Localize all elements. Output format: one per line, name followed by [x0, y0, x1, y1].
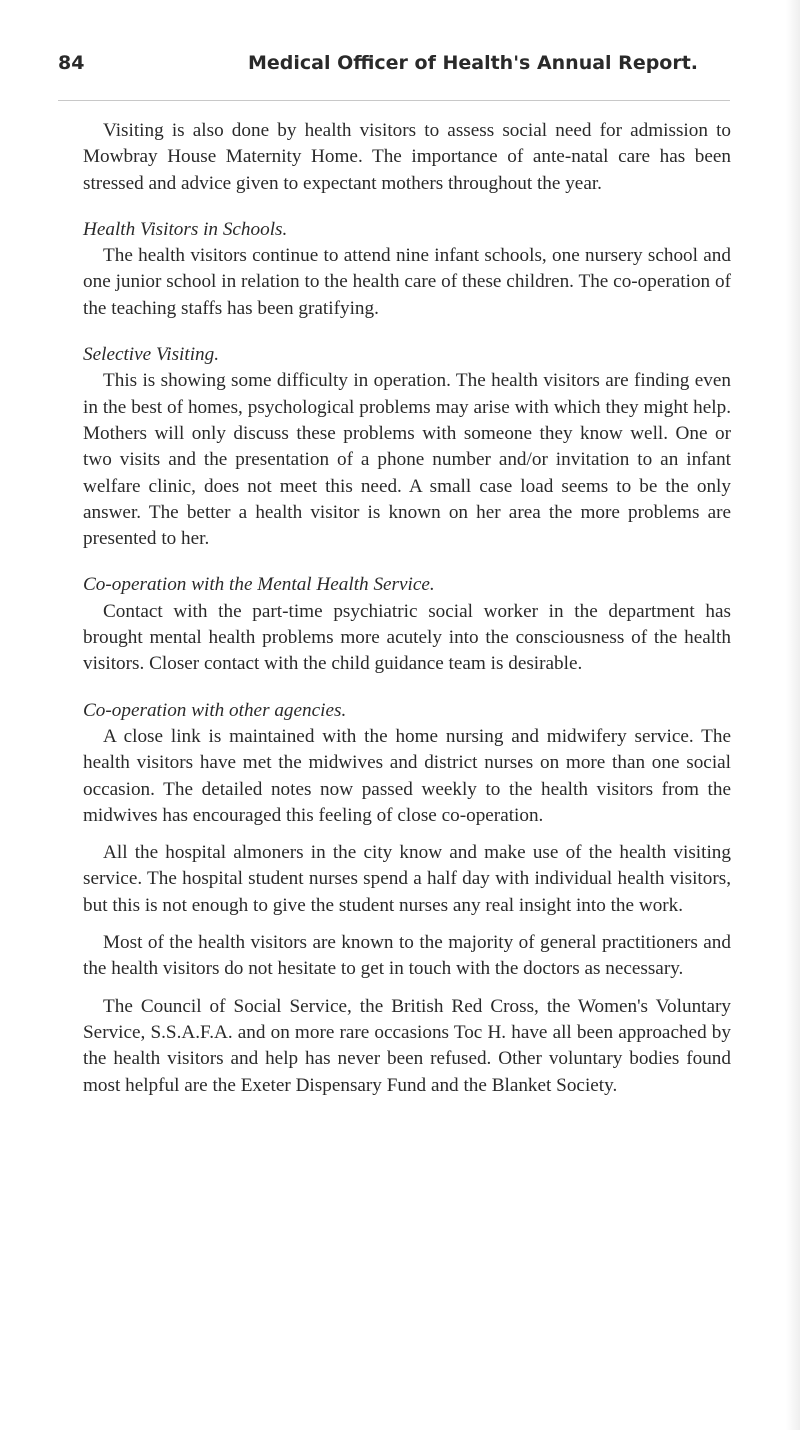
header-divider: [58, 100, 730, 101]
section-heading-other-agencies: Co-operation with other agencies.: [83, 699, 347, 721]
paragraph-selective-visiting: This is showing some difficulty in operation. The health visitors are finding even in the best of homes, psychological problems may arise with which they might help. Mothers will only discuss these problems with someone they know well. One or two visits and the presentation of a phone number and/or invitation to an infant welfare clinic, does not meet this need. A small case load seems to be the only answer. The better a health visitor is known on her area the more problems are presented to her.: [83, 370, 731, 550]
section-heading-selective-visiting: Selective Visiting.: [83, 344, 220, 366]
running-title: Medical Officer of Health's Annual Report.: [247, 52, 699, 74]
page-body: [83, 118, 731, 1099]
section-heading-schools: Health Visitors in Schools.: [83, 218, 288, 240]
section-heading-mental-health: Co-operation with the Mental Health Service.: [83, 574, 435, 596]
page-edge-shadow: [786, 0, 800, 1430]
paragraph-other-agencies-2: All the hospital almoners in the city know and make use of the health visiting service. The hospital student nurses spend a half day with individual health visitors, but this is not enough to give the student nurses any real insight into the work.: [83, 842, 731, 916]
page-header: [58, 52, 730, 92]
paragraph-other-agencies-1: A close link is maintained with the home nursing and midwifery service. The health visitors have met the midwives and district nurses on more than one social occasion. The detailed notes now passed weekly to the health visitors from the midwives has encouraged this feeling of close co-operation.: [83, 725, 731, 826]
paragraph-other-agencies-4: The Council of Social Service, the British Red Cross, the Women's Voluntary Service, S.S.A.F.A. and on more rare occasions Toc H. have all been approached by the health visitors and help has never been refused. Other voluntary bodies found most helpful are the Exeter Dispensary Fund and the Blanket Society.: [83, 995, 731, 1096]
intro-paragraph: Visiting is also done by health visitors to assess social need for admission to Mowbray House Maternity Home. The importance of ante-natal care has been stressed and advice given to expectant mothers throughout the year.: [83, 120, 731, 194]
paragraph-mental-health: Contact with the part-time psychiatric social worker in the department has brought mental health problems more acutely into the consciousness of the health visitors. Closer contact with the child guidance team is desirable.: [83, 600, 731, 675]
paragraph-schools: The health visitors continue to attend nine infant schools, one nursery school and one junior school in relation to the health care of these children. The co-operation of the teaching staffs has been gratifying.: [83, 245, 731, 319]
paragraph-other-agencies-3: Most of the health visitors are known to the majority of general practitioners and the health visitors do not hesitate to get in touch with the doctors as necessary.: [83, 932, 731, 980]
page-number: 84: [58, 52, 85, 74]
